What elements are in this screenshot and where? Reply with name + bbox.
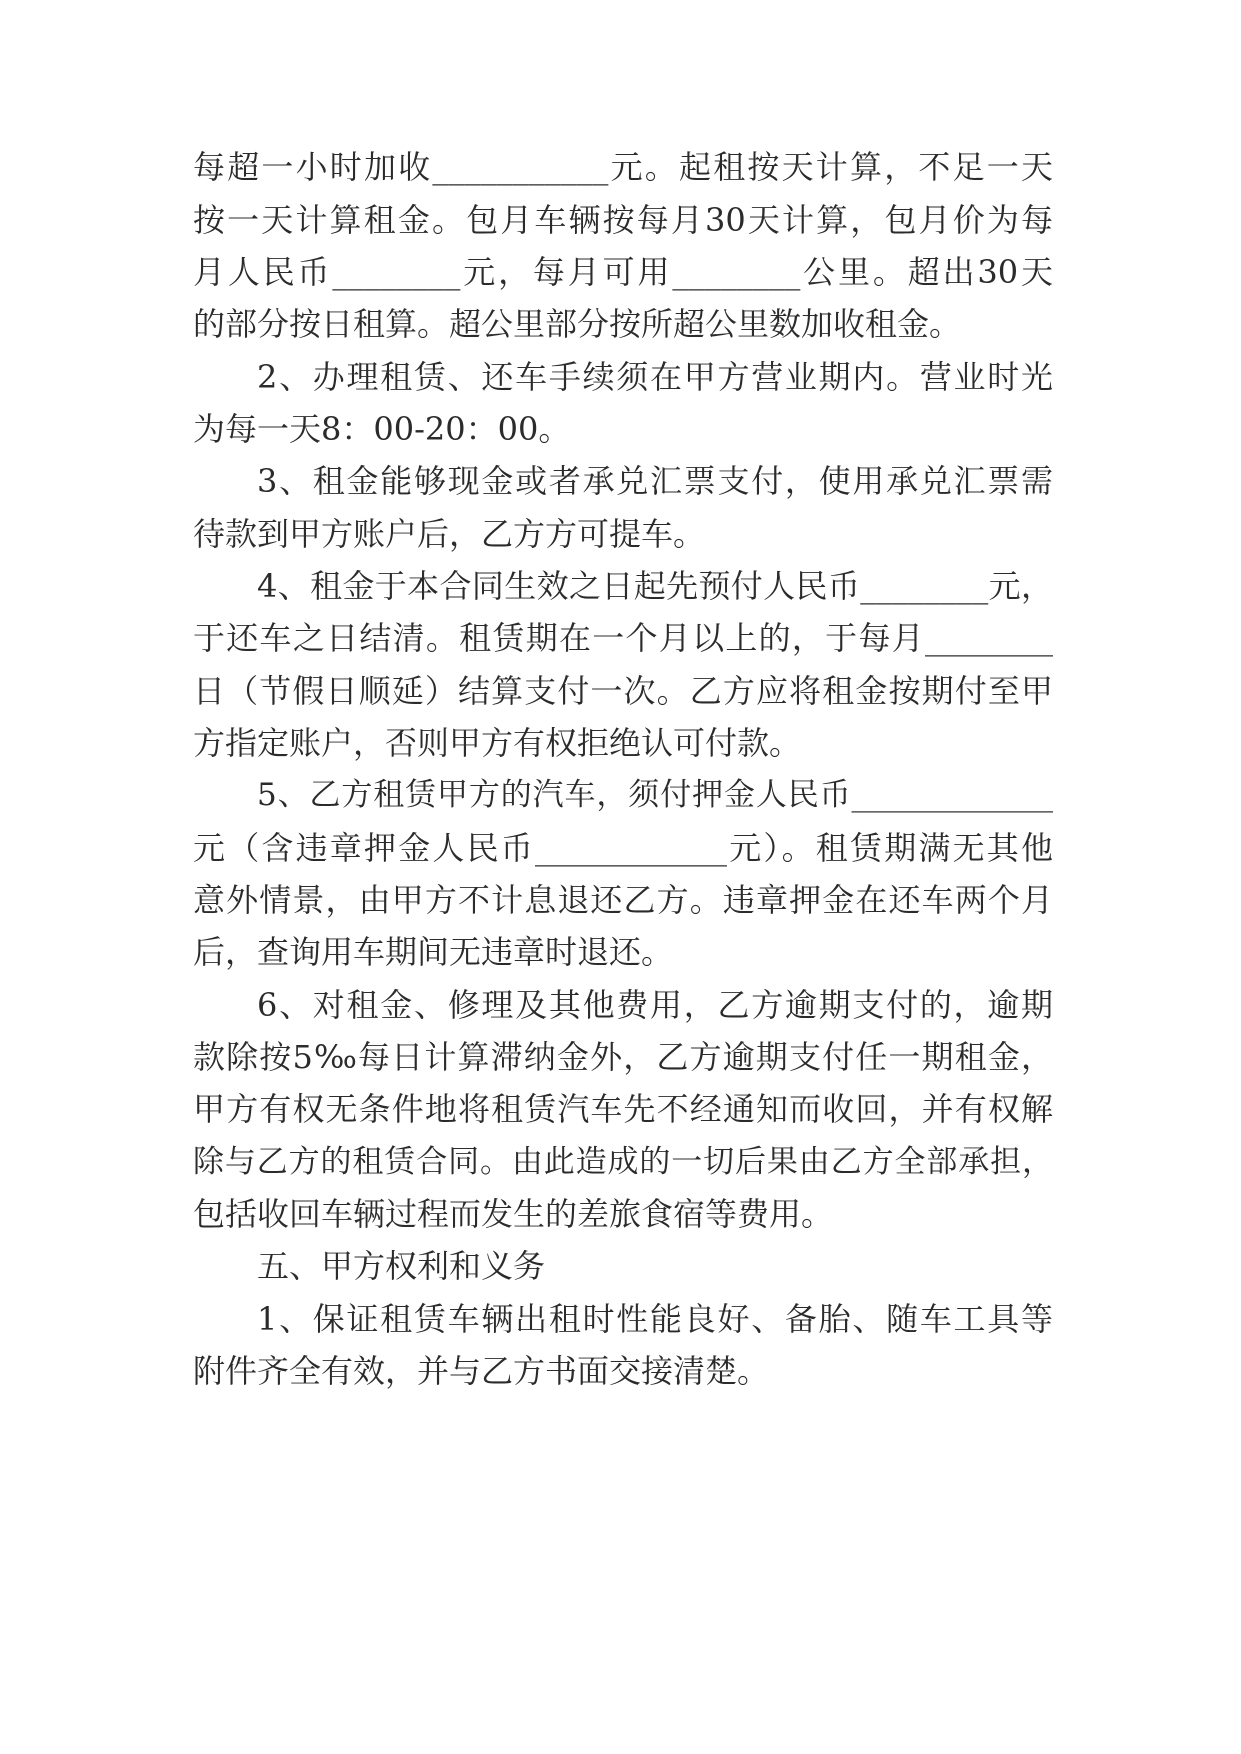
text-line: 方指定账户，否则甲方有权拒绝认可付款。: [193, 724, 802, 762]
text-line: 包括收回车辆过程而发生的差旅食宿等费用。: [193, 1195, 834, 1233]
text-line: 甲方有权无条件地将租赁汽车先不经通知而收回，并有权解: [193, 1090, 1053, 1128]
text-line: 附件齐全有效，并与乙方书面交接清楚。: [193, 1352, 770, 1390]
text-line: 除与乙方的租赁合同。由此造成的一切后果由乙方全部承担，: [193, 1144, 1053, 1180]
text-line: 后，查询用车期间无违章时退还。: [193, 933, 674, 971]
text-line: 6、对租金、修理及其他费用，乙方逾期支付的，逾期: [257, 986, 1053, 1024]
text-line: 于还车之日结清。租赁期在一个月以上的，于每月________: [193, 619, 1053, 657]
text-line: 2、办理租赁、还车手续须在甲方营业期内。营业时光: [257, 358, 1053, 396]
text-line: 款除按5‰每日计算滞纳金外，乙方逾期支付任一期租金，: [193, 1038, 1053, 1076]
text-line: 按一天计算租金。包月车辆按每月30天计算，包月价为每: [193, 201, 1053, 239]
text-line: 每超一小时加收___________元。起租按天计算，不足一天: [193, 148, 1053, 186]
text-line: 的部分按日租算。超公里部分按所超公里数加收租金。: [193, 305, 962, 343]
text-line: 意外情景，由甲方不计息退还乙方。违章押金在还车两个月: [193, 881, 1053, 919]
text-line: 4、租金于本合同生效之日起先预付人民币________元，: [257, 567, 1053, 605]
text-line: 5、乙方租赁甲方的汽车，须付押金人民币_____________: [257, 777, 1053, 813]
text-line: 元（含违章押金人民币____________元）。租赁期满无其他: [193, 829, 1053, 867]
text-line: 日（节假日顺延）结算支付一次。乙方应将租金按期付至甲: [193, 672, 1053, 710]
text-line: 1、保证租赁车辆出租时性能良好、备胎、随车工具等: [257, 1300, 1053, 1338]
text-line: 月人民币________元，每月可用________公里。超出30天: [193, 253, 1053, 291]
text-line: 待款到甲方账户后，乙方方可提车。: [193, 515, 706, 553]
text-line: 为每一天8：00-20：00。: [193, 410, 571, 448]
section-heading: 五、甲方权利和义务: [257, 1247, 546, 1285]
text-line: 3、租金能够现金或者承兑汇票支付，使用承兑汇票需: [257, 462, 1053, 500]
